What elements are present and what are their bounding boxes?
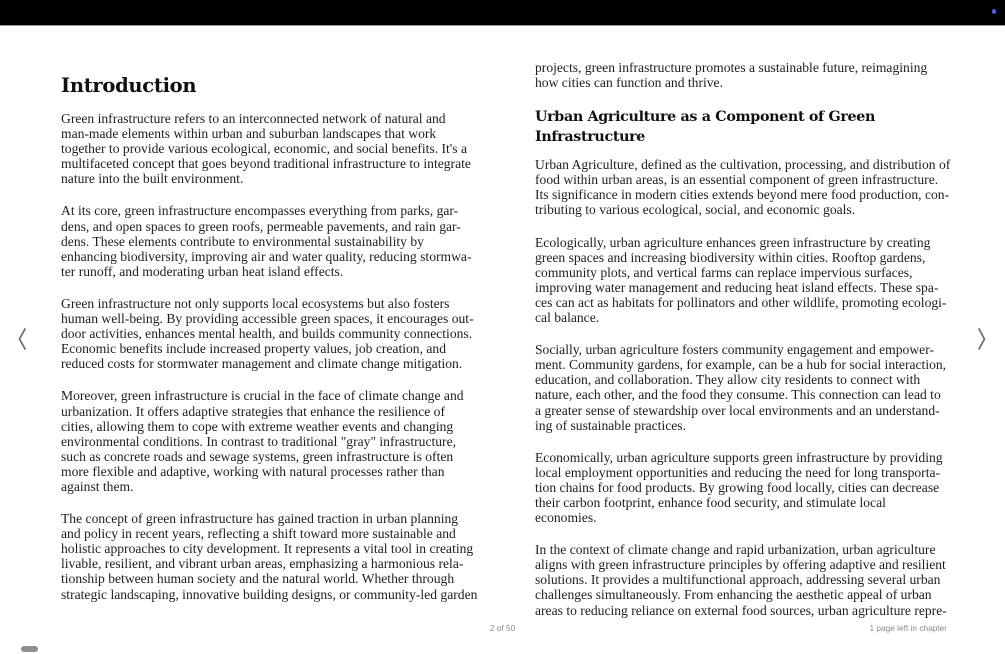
text-line: Economic benefits include increased property values, job creation, and (61, 341, 447, 357)
text-line: Moreover, green infrastructure is crucial in the face of climate change and (61, 388, 464, 404)
text-line: solutions. It provides a multifunctional approach, addressing several urban (535, 572, 941, 588)
text-line: aligns with green infrastructure principles by offering adaptive and resilient (535, 557, 946, 573)
status-indicator-dot (992, 9, 996, 14)
text-line: ces can act as habitats for pollinators and other wildlife, promoting ecologi- (535, 294, 947, 310)
text-line: man-made elements within urban and suburban landscapes that work (61, 126, 437, 142)
text-line: holistic approaches to city development. It represents a vital tool in creating (61, 541, 474, 557)
text-line: challenges simultaneously. From enhancing the aesthetic appeal of urban (535, 587, 932, 603)
text-line: Ecologically, urban agriculture enhances green infrastructure by creating (535, 234, 931, 250)
text-line: tion chains for food products. By growing food locally, cities can decrease (535, 479, 940, 495)
text-line: Economically, urban agriculture supports green infrastructure by providing (535, 449, 943, 465)
paragraph (535, 235, 950, 326)
text-line: green spaces and increasing biodiversity within cities. Rooftop gardens, (535, 249, 926, 265)
text-line: nature into the built environment. (61, 171, 244, 187)
left-page (61, 60, 477, 619)
text-line: tionship between human society and the natural world. Whether through (61, 571, 455, 587)
previous-page-button[interactable] (12, 322, 32, 356)
text-line: Its significance in modern cities extends beyond mere food production, con- (535, 187, 950, 203)
text-line: Urban Agriculture, defined as the cultivation, processing, and distribution of (535, 157, 951, 173)
text-line: door activities, enhances mental health, and builds community connections. (61, 326, 473, 342)
text-line: strategic landscaping, innovative building designs, or community-led garden (61, 586, 478, 602)
text-line: ment. Community gardens, for example, can be a hub for social interaction, (535, 357, 947, 373)
paragraph (61, 388, 477, 494)
text-line: dens. These elements contribute to environmental sustainability by (61, 233, 424, 249)
paragraph (535, 157, 950, 217)
text-line: livable, resilient, and vibrant urban areas, emphasizing a harmonious rela- (61, 556, 464, 572)
text-line: cities, allowing them to cope with extreme weather events and changing (61, 418, 454, 434)
paragraph (61, 111, 477, 186)
next-page-button[interactable] (972, 322, 992, 356)
text-line: and policy in recent years, reflecting a shift toward more sustainable and (61, 526, 456, 542)
text-line: a greater sense of stewardship over local environments and an understand- (535, 402, 940, 418)
text-line: ter runoff, and moderating urban heat island effects. (61, 263, 344, 279)
text-line: Socially, urban agriculture fosters community engagement and empower- (535, 342, 934, 358)
paragraph (61, 203, 477, 278)
text-line: nature, each other, and the food they consume. This connection can lead to (535, 387, 941, 403)
chapter-title: Introduction (61, 74, 197, 97)
text-line: local employment opportunities and reducing the need for long transporta- (535, 464, 941, 480)
section-title: Urban Agriculture as a Component of Green Infrastructure (535, 109, 876, 146)
text-line: community plots, and vertical farms can replace impervious surfaces, (535, 264, 913, 280)
text-line: enhancing biodiversity, improving air and water quality, reducing stormwa- (61, 248, 472, 264)
text-line: human well-being. By providing accessible green spaces, it encourages out- (61, 311, 474, 327)
text-line: improving water management and reducing heat island effects. These spa- (535, 279, 939, 295)
right-page (535, 60, 950, 635)
paragraph (61, 511, 477, 602)
text-line: Green infrastructure not only supports local ecosystems but also fosters (61, 295, 450, 311)
chevron-left-icon (17, 328, 27, 350)
text-line: The concept of green infrastructure has gained traction in urban planning (61, 511, 459, 527)
text-line: cal balance. (535, 310, 600, 326)
text-line: environmental conditions. In contrast to traditional "gray" infrastructure, (61, 433, 457, 449)
text-line: education, and collaboration. They allow city residents to connect with (535, 372, 921, 388)
text-line: In the context of climate change and rapid urbanization, urban agriculture (535, 542, 936, 558)
text-line: ing of sustainable practices. (535, 417, 686, 433)
text-line: Green infrastructure refers to an interconnected network of natural and (61, 111, 446, 126)
paragraph (61, 296, 477, 371)
top-bar (0, 0, 1005, 26)
right-page-body (535, 157, 950, 617)
text-line: areas to reducing reliance on external food sources, urban agriculture repre- (535, 602, 947, 618)
paragraph (535, 542, 950, 617)
text-line: together to provide various ecological, economic, and social benefits. It's a (61, 141, 467, 157)
text-line: food within urban areas, is an essential component of green infrastructure. (535, 172, 939, 188)
text-line: tributing to various ecological, social, and economic goals. (535, 202, 856, 218)
text-line: urbanization. It offers adaptive strategies that enhance the resilience of (61, 403, 445, 419)
page-indicator: 2 of 50 (489, 623, 516, 633)
text-line: their carbon footprint, enhance food security, and stimulate local (535, 494, 886, 510)
text-line: reduced costs for stormwater management and climate change mitigation. (61, 356, 463, 372)
text-line: such as concrete roads and sewage systems, green infrastructure is often (61, 448, 454, 464)
continuation-paragraph (535, 60, 950, 90)
paragraph (535, 60, 950, 90)
text-line: dens, and open spaces to green roofs, permeable pavements, and rain gar- (61, 218, 461, 234)
text-line: multifaceted concept that goes beyond traditional infrastructure to integrate (61, 156, 471, 172)
paragraph (535, 450, 950, 525)
text-line: economies. (535, 510, 597, 526)
text-line: At its core, green infrastructure encompasses everything from parks, gar- (61, 203, 459, 219)
scrubber-handle[interactable] (21, 646, 38, 652)
text-line: against them. (61, 478, 134, 494)
text-line: projects, green infrastructure promotes a sustainable future, reimagining (535, 60, 928, 75)
paragraph (535, 342, 950, 433)
chapter-progress: 1 page left in chapter (869, 623, 947, 633)
left-page-body (61, 111, 477, 602)
text-line: how cities can function and thrive. (535, 75, 723, 91)
chevron-right-icon (977, 328, 987, 350)
text-line: more flexible and adaptive, working with natural processes rather than (61, 463, 445, 479)
